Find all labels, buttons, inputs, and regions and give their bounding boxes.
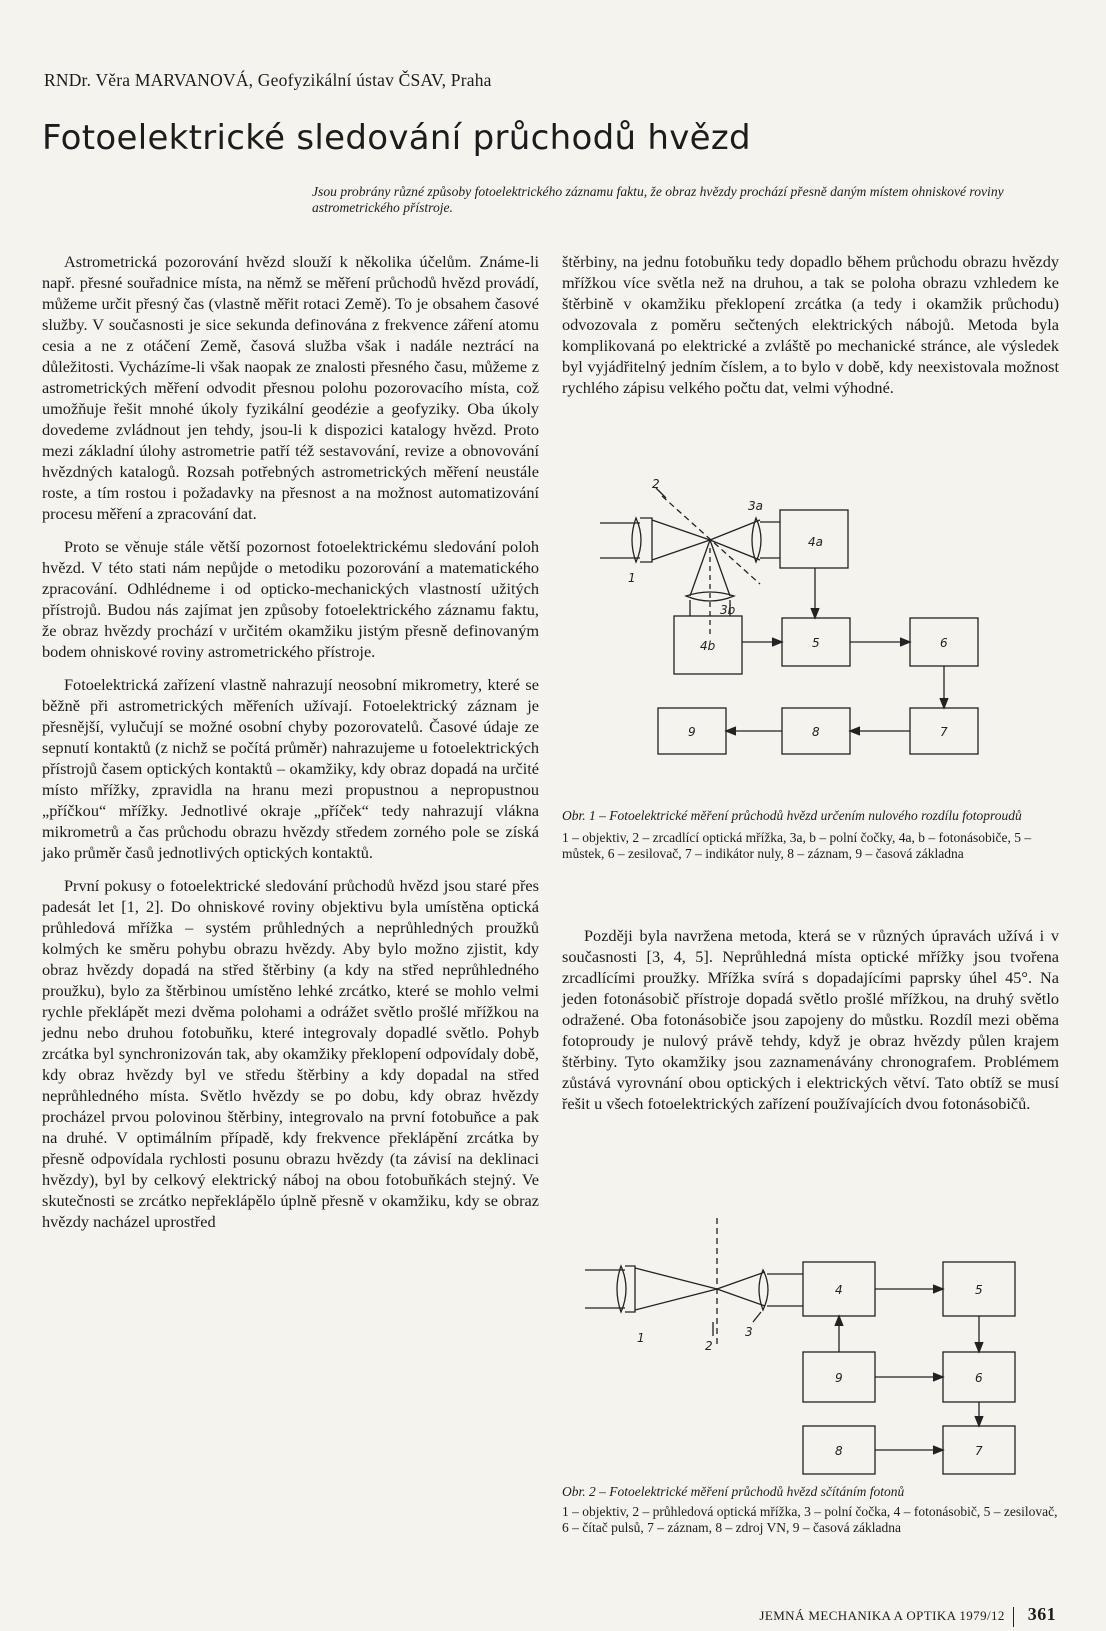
left-column: [42, 251, 539, 1232]
paragraph: Fotoelektrická zařízení vlastně nahrazují neosobní mikrometry, které se běžně při astrometrických měřeních užívají. Fotoelektrický záznam je přesnější, vylučují se možné osobní chyby pozorovatelů. Časové údaje ze sepnutí kontaktů (z nichž se počítá průměr) nahrazujeme u fotoelektrických přístrojů časem optických kontaktů – okamžiky, kdy obraz dopadá na určité místo mřížky, zpravidla na hranu mezi propustnou a nepropustnou „příčkou“ mřížky. Jednotlivé okraje „příček“ tedy nahrazují vlákna mikrometrů a čas průchodu obrazu hvězdy středem zorného pole se získá jako průměr časů jednotlivých optických kontaktů.: [42, 675, 539, 862]
paragraph: štěrbiny, na jednu fotobuňku tedy dopadlo během průchodu obrazu hvězdy mřížkou více světla než na druhou, a tak se poloha obrazu vzhledem ke štěrbině v okamžiku překlopení zrcátka (a tedy i okamžik průchodu) odvozovala z poměru sečtených elektrických nábojů. Metoda byla komplikovaná po elektrické a zvláště po mechanické stránce, ale výsledek byl vyjádřitelný jedním číslem, a to bylo v době, kdy neexistovala možnost rychlého zápisu velkého počtu dat, velmi výhodné.: [562, 252, 1059, 397]
abstract: Jsou probrány různé způsoby fotoelektrického záznamu faktu, že obraz hvězdy prochází přesně daným místem ohniskové roviny astrometrického přístroje.: [312, 184, 1004, 215]
box-4b-label: 4b: [700, 639, 716, 653]
paragraph: První pokusy o fotoelektrické sledování průchodů hvězd jsou staré přes padesát let [1, 2]. Do ohniskové roviny objektivu byla umístěna optická průhledová mřížka – systém průhledných a neprůhledných proužků kolmých ke směru pohybu obrazu hvězdy. Aby bylo možno zjistit, kdy obraz hvězdy dopadá na střed štěrbiny (a kdy na střed neprůhledného proužku), bylo za štěrbinou umístěno lehké zrcátko, které se mohlo velmi rychle překlápět mezi dvěma polohami a odrážet světlo prošlé mřížkou na jednu nebo druhou fotobuňku, které integrovaly dopadlé světlo. Pohyb zrcátka byl synchronizován tak, aby okamžiky překlopení odpovídaly době, kdy obraz hvězdy byl ve středu štěrbiny a kdy dopadal na střed neprůhledného místa. Světlo hvězdy se po dobu, kdy obraz hvězdy procházel prvou polovinou štěrbiny, integrovalo na první fotobuňce a pak na druhé. V optimálním případě, kdy frekvence překlápění zrcátka by přesně odpovídala rychlosti posunu obrazu hvězdy (ta závisí na deklinaci hvězdy), byl by celkový elektrický náboj na obou fotobuňkách stejný. Ve skutečnosti se zrcátko nepřeklápělo úplně přesně v okamžiku, kdy se obraz hvězdy nacházel uprostřed: [42, 876, 539, 1231]
box-6-label: 6: [975, 1371, 983, 1385]
label-1: 1: [628, 571, 636, 585]
label-2: 2: [705, 1339, 713, 1353]
box-9-label: 9: [688, 725, 696, 739]
journal-name: JEMNÁ MECHANIKA A OPTIKA 1979/12: [759, 1608, 1005, 1623]
label-1: 1: [637, 1331, 645, 1345]
figure-1-caption-title: Obr. 1 – Fotoelektrické měření průchodů hvězd určením nulového rozdílu fotoproudů: [562, 808, 1022, 823]
box-8-label: 8: [812, 725, 820, 739]
right-column-mid: [562, 925, 1059, 1114]
box-8-label: 8: [835, 1444, 843, 1458]
label-3a: 3a: [748, 499, 763, 513]
box-6-label: 6: [940, 636, 948, 650]
box-4-label: 4: [835, 1283, 843, 1297]
box-5-label: 5: [812, 636, 820, 650]
box-9-label: 9: [835, 1371, 843, 1385]
box-5-label: 5: [975, 1283, 983, 1297]
paragraph: Později byla navržena metoda, která se v různých úpravách užívá i v současnosti [3, 4, 5]. Neprůhledná místa optické mřížky jsou tvořena zrcadlícími proužky. Mřížka svírá s dopadajícími paprsky úhel 45°. Na jeden fotonásobič přístroje dopadá světlo prošlé mřížkou, na druhý světlo odražené. Oba fotonásobiče jsou zapojeny do můstku. Rozdíl mezi oběma fotoproudy je nulový právě tehdy, když je obraz hvězdy půlen krajem štěrbiny. Tyto okamžiky jsou zaznamenávány chronografem. Problémem zůstává vyrovnání obou optických i elektrických větví. Tato obtíž se musí řešit u všech fotoelektrických zařízení používajících dvou fotonásobičů.: [562, 926, 1059, 1113]
page-footer: [759, 1604, 1056, 1627]
figure-2-diagram: [585, 1218, 1055, 1482]
box-7-label: 7: [940, 725, 948, 739]
article-title: Fotoelektrické sledování průchodů hvězd: [42, 118, 751, 158]
page-number: 361: [1027, 1604, 1056, 1624]
box-7-label: 7: [975, 1444, 983, 1458]
figure-1-caption-text: 1 – objektiv, 2 – zrcadlící optická mřížka, 3a, b – polní čočky, 4a, b – fotonásobiče, 5 – můstek, 6 – zesilovač, 7 – indikátor nuly, 8 – záznam, 9 – časová základna: [562, 830, 1032, 861]
right-column-top: [562, 251, 1059, 398]
figure-2-caption-text: 1 – objektiv, 2 – průhledová optická mřížka, 3 – polní čočka, 4 – fotonásobič, 5 – zesilovač, 6 – čítač pulsů, 7 – záznam, 8 – zdroj VN, 9 – časová základna: [562, 1504, 1058, 1535]
figure-1-diagram: [590, 477, 1050, 802]
label-2: 2: [652, 477, 660, 491]
figure-2-caption: [562, 1484, 1062, 1536]
box-4a-label: 4a: [808, 535, 823, 549]
label-3: 3: [745, 1325, 753, 1339]
paragraph: Astrometrická pozorování hvězd slouží k několika účelům. Známe-li např. přesné souřadnice místa, na němž se měření průchodů hvězd provádí, můžeme určit přesný čas (vlastně měřit rotaci Země). To je obsahem časové služby. V současnosti je sice sekunda definována z frekvence záření atomu cesia a ne z otáčení Země, časová služba však i nadále neztrácí na důležitosti. Vycházíme-li však naopak ze znalosti přesného času, můžeme z astrometrických měření odvodit přesnou polohu pozorovacího místa, což umožňuje řešit mnohé úkoly fyzikální geodézie a geofyziky. Oba úkoly dovedeme zvládnout jen tehdy, jsou-li k dispozici katalogy hvězd. Proto mezi základní úlohy astrometrie patří též sestavování, revize a obnovování hvězdných katalogů. Rozsah potřebných astrometrických měření neustále roste, a tím rostou i požadavky na přesnost a na možnost automatizování procesu měření a zpracování dat.: [42, 252, 539, 523]
label-3b: 3b: [720, 603, 736, 617]
figure-2-caption-title: Obr. 2 – Fotoelektrické měření průchodů hvězd sčítáním fotonů: [562, 1484, 905, 1499]
author-line: RNDr. Věra MARVANOVÁ, Geofyzikální ústav ČSAV, Praha: [44, 70, 492, 90]
paragraph: Proto se věnuje stále větší pozornost fotoelektrickému sledování poloh hvězd. V této stati nám nepůjde o metodiku pozorování a matematického zpracování. Odhlédneme i od opticko-mechanických vlastností užitých přístrojů. Budou nás zajímat jen způsoby fotoelektrického záznamu faktu, že obraz hvězdy prochází v určitém okamžiku jistým přesně definovaným bodem ohniskové roviny astrometrického přístroje.: [42, 537, 539, 661]
footer-divider: [1013, 1607, 1014, 1627]
figure-1-caption: [562, 808, 1062, 862]
